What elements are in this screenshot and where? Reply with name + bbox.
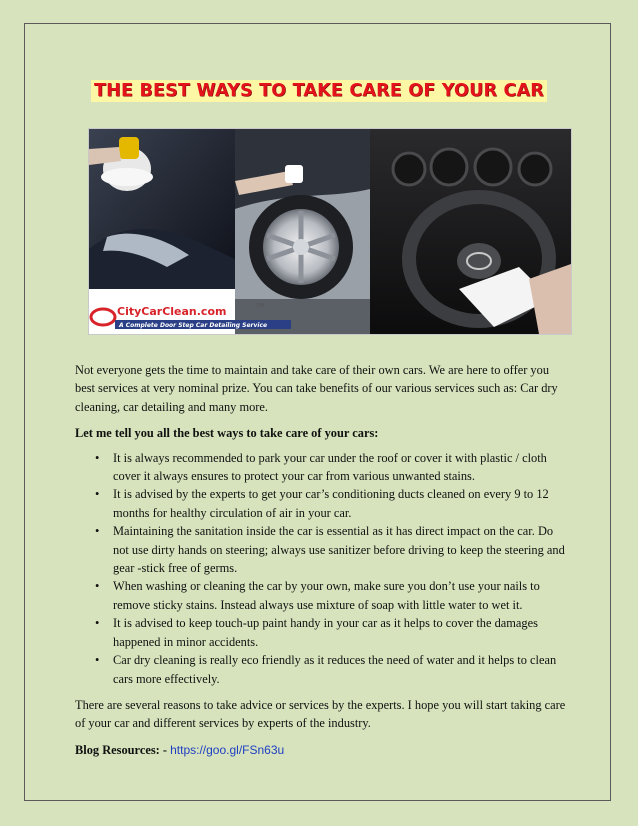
steering-wheel-photo <box>370 129 571 334</box>
polisher-photo <box>89 129 235 289</box>
wheel-cleaning-photo <box>235 129 370 334</box>
logo-tagline: A Complete Door Step Car Detailing Service <box>119 322 268 329</box>
list-item: • Car dry cleaning is really eco friendly as it reduces the need of water and it helps to clean cars more effectively. <box>113 651 567 688</box>
article-body <box>75 361 567 767</box>
blog-resources-link[interactable]: https://goo.gl/FSn63u <box>170 742 285 757</box>
tips-heading: Let me tell you all the best ways to take care of your cars: <box>75 426 379 441</box>
page-title: THE BEST WAYS TO TAKE CARE OF YOUR CAR <box>91 80 547 102</box>
title-block <box>0 80 638 102</box>
list-item: • It is advised by the experts to get your car’s conditioning ducts cleaned on every 9 to 12 months for healthy circulation of air in your car. <box>113 485 567 522</box>
list-item: • It is advised to keep touch-up paint handy in your car as it helps to cover the damages happened in minor accidents. <box>113 614 567 651</box>
blog-resources-label: Blog Resources: - <box>75 742 167 757</box>
list-item: • When washing or cleaning the car by your own, make sure you don’t use your nails to remove sticky stains. Instead always use mixture of soap with little water to wet it. <box>113 577 567 614</box>
closing-paragraph: There are several reasons to take advice or services by the experts. I hope you will start taking care of your car and different services by experts of the industry. <box>75 697 566 731</box>
blog-resources <box>75 741 567 759</box>
logo-tm: TM <box>257 303 265 309</box>
list-item: • Maintaining the sanitation inside the car is essential as it has direct impact on the car. Do not use dirty hands on steering; always use sanitizer before driving to keep the steering and gear -stick free of germs. <box>113 522 567 577</box>
logo-name: CityCarClean.com <box>117 305 227 318</box>
list-item: • It is always recommended to park your car under the roof or cover it with plastic / cloth cover it always ensures to protect your car from various unwanted stains. <box>113 449 567 486</box>
intro-paragraph: Not everyone gets the time to maintain and take care of their own cars. We are here to offer you best services at very nominal prize. You can take benefits of our various services such as: Car dry cleaning, car detailing and many more. <box>75 363 558 414</box>
hero-image <box>88 128 572 335</box>
tips-list <box>75 449 567 688</box>
